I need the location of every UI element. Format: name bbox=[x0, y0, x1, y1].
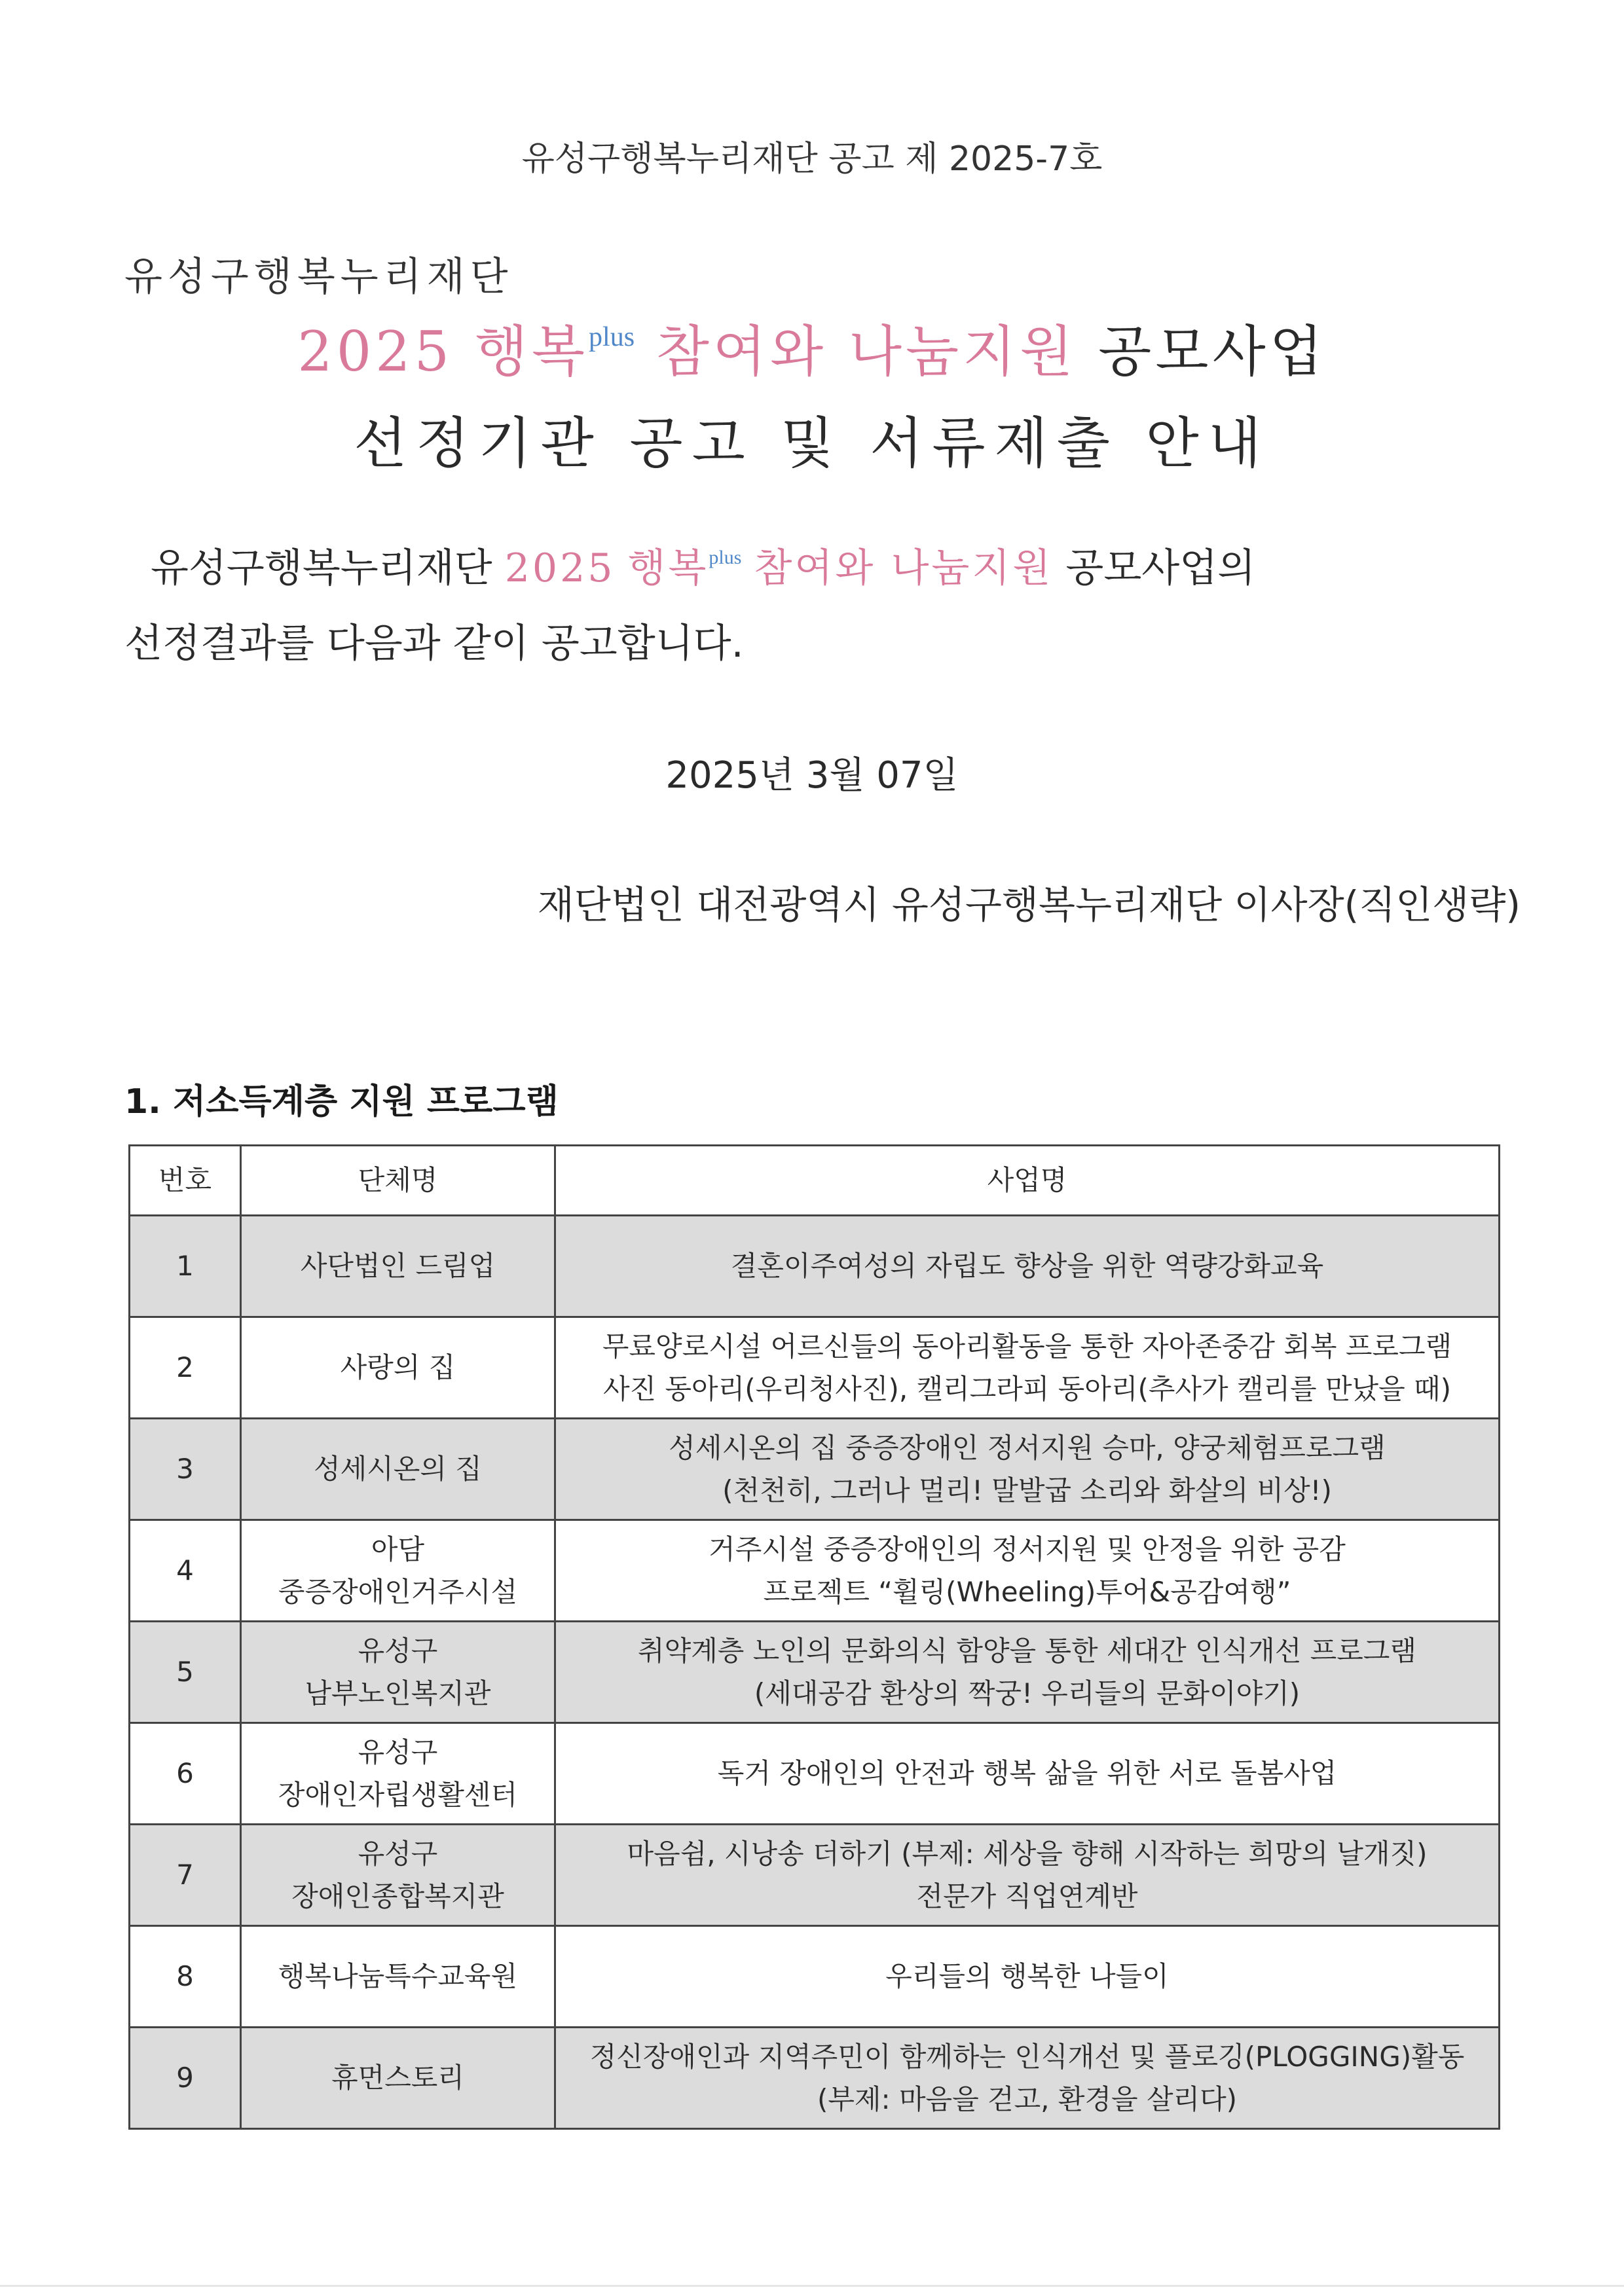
row-number: 5 bbox=[130, 1622, 241, 1723]
row-organization bbox=[241, 1926, 555, 2028]
row-organization bbox=[241, 1216, 555, 1317]
title-happy bbox=[475, 319, 635, 384]
row-project bbox=[555, 2028, 1500, 2129]
row-project bbox=[555, 1317, 1500, 1419]
row-project bbox=[555, 1419, 1500, 1520]
page-subtitle: 선정기관 공고 및 서류제출 안내 bbox=[354, 411, 1270, 475]
row-number: 1 bbox=[130, 1216, 241, 1317]
project-name-line: (세대공감 환상의 짝궁! 우리들의 문화이야기) bbox=[754, 1677, 1301, 1709]
signer: 재단법인 대전광역시 유성구행복누리재단 이사장(직인생략) bbox=[537, 883, 1521, 927]
intro-happy-text: 행복 bbox=[627, 545, 709, 591]
row-organization bbox=[241, 2028, 555, 2129]
table-row bbox=[130, 1825, 1500, 1926]
row-organization bbox=[241, 1825, 555, 1926]
organization-name-line: 사랑의 집 bbox=[340, 1351, 456, 1384]
row-number: 7 bbox=[130, 1825, 241, 1926]
title-happy-text: 행복 bbox=[474, 319, 589, 384]
project-name-line: 우리들의 행복한 나들이 bbox=[885, 1960, 1169, 1993]
organization-name-line: 유성구 bbox=[358, 1634, 438, 1667]
organization-name-line: 사단법인 드림업 bbox=[300, 1250, 496, 1283]
project-name-line: 취약계층 노인의 문화의식 함양을 통한 세대간 인식개선 프로그램 bbox=[638, 1634, 1416, 1667]
project-name-line: 성세시온의 집 중증장애인 정서지원 승마, 양궁체험프로그램 bbox=[669, 1431, 1386, 1464]
table-header-row bbox=[130, 1146, 1500, 1216]
project-name-line: 무료양로시설 어르신들의 동아리활동을 통한 자아존중감 회복 프로그램 bbox=[602, 1330, 1452, 1362]
organization-name-line: 행복나눔특수교육원 bbox=[278, 1960, 518, 1993]
intro-year: 2025 bbox=[504, 545, 616, 591]
intro-line-1 bbox=[151, 537, 1255, 593]
organization-name: 유성구행복누리재단 bbox=[124, 254, 513, 300]
project-name-line: 독거 장애인의 안전과 행복 삶을 위한 서로 돌봄사업 bbox=[717, 1757, 1337, 1790]
page-bottom-rule bbox=[0, 2285, 1624, 2287]
row-number: 3 bbox=[130, 1419, 241, 1520]
row-number: 9 bbox=[130, 2028, 241, 2129]
row-number: 6 bbox=[130, 1723, 241, 1825]
intro-suffix: 공모사업의 bbox=[1065, 545, 1256, 591]
title-suffix: 공모사업 bbox=[1098, 319, 1327, 384]
table-row bbox=[130, 1317, 1500, 1419]
project-name-line: 사진 동아리(우리청사진), 캘리그라피 동아리(추사가 캘리를 만났을 때) bbox=[602, 1373, 1451, 1405]
project-name-line: 마음쉼, 시낭송 더하기 (부제: 세상을 향해 시작하는 희망의 날개짓) bbox=[627, 1837, 1428, 1870]
project-name-line: 정신장애인과 지역주민이 함께하는 인식개선 및 플로깅(PLOGGING)활동 bbox=[589, 2040, 1465, 2073]
organization-name-line: 휴먼스토리 bbox=[331, 2062, 464, 2094]
project-name-line: (천천히, 그러나 멀리! 말발굽 소리와 화살의 비상!) bbox=[722, 1474, 1332, 1506]
title-program: 참여와 나눔지원 bbox=[655, 319, 1077, 384]
organization-name-line: 장애인종합복지관 bbox=[291, 1880, 504, 1912]
announcement-date: 2025년 3월 07일 bbox=[665, 754, 959, 797]
project-name-line: 전문가 직업연계반 bbox=[916, 1880, 1138, 1912]
program-table bbox=[128, 1144, 1500, 2130]
row-number: 2 bbox=[130, 1317, 241, 1419]
intro-line-2: 선정결과를 다음과 같이 공고합니다. bbox=[124, 621, 744, 666]
column-header-project: 사업명 bbox=[555, 1146, 1500, 1216]
page-title bbox=[0, 308, 1624, 387]
project-name-line: (부제: 마음을 걷고, 환경을 살리다) bbox=[817, 2083, 1238, 2115]
intro-plus: plus bbox=[709, 547, 742, 568]
row-organization bbox=[241, 1317, 555, 1419]
project-name-line: 결혼이주여성의 자립도 향상을 위한 역량강화교육 bbox=[730, 1250, 1324, 1283]
section-heading: 1. 저소득계층 지원 프로그램 bbox=[124, 1082, 559, 1121]
row-organization bbox=[241, 1419, 555, 1520]
table-row bbox=[130, 1419, 1500, 1520]
organization-name-line: 아담 bbox=[371, 1533, 425, 1565]
project-name-line: 거주시설 중증장애인의 정서지원 및 안정을 위한 공감 bbox=[709, 1533, 1346, 1565]
intro-lead: 유성구행복누리재단 bbox=[151, 545, 492, 591]
row-number: 8 bbox=[130, 1926, 241, 2028]
table-row bbox=[130, 1926, 1500, 2028]
table-row bbox=[130, 1622, 1500, 1723]
organization-name-line: 남부노인복지관 bbox=[304, 1677, 491, 1709]
table-row bbox=[130, 1216, 1500, 1317]
organization-name-line: 유성구 bbox=[358, 1736, 438, 1768]
row-project bbox=[555, 1825, 1500, 1926]
row-number: 4 bbox=[130, 1520, 241, 1622]
table-row bbox=[130, 2028, 1500, 2129]
row-project bbox=[555, 1723, 1500, 1825]
column-header-number: 번호 bbox=[130, 1146, 241, 1216]
organization-name-line: 장애인자립생활센터 bbox=[278, 1779, 518, 1811]
table-row bbox=[130, 1520, 1500, 1622]
row-project bbox=[555, 1520, 1500, 1622]
intro-program: 참여와 나눔지원 bbox=[754, 545, 1054, 591]
table-body bbox=[130, 1216, 1500, 2129]
row-project bbox=[555, 1216, 1500, 1317]
row-organization bbox=[241, 1622, 555, 1723]
title-plus: plus bbox=[589, 322, 635, 353]
row-project bbox=[555, 1926, 1500, 2028]
table-row bbox=[130, 1723, 1500, 1825]
title-year: 2025 bbox=[297, 319, 454, 384]
row-organization bbox=[241, 1520, 555, 1622]
intro-happy bbox=[628, 545, 742, 591]
row-organization bbox=[241, 1723, 555, 1825]
project-name-line: 프로젝트 “휠링(Wheeling)투어&공감여행” bbox=[763, 1576, 1291, 1608]
row-project bbox=[555, 1622, 1500, 1723]
column-header-organization: 단체명 bbox=[241, 1146, 555, 1216]
organization-name-line: 중증장애인거주시설 bbox=[278, 1576, 518, 1608]
organization-name-line: 성세시온의 집 bbox=[314, 1453, 482, 1485]
organization-name-line: 유성구 bbox=[358, 1837, 438, 1870]
announcement-number: 유성구행복누리재단 공고 제 2025-7호 bbox=[521, 139, 1103, 179]
